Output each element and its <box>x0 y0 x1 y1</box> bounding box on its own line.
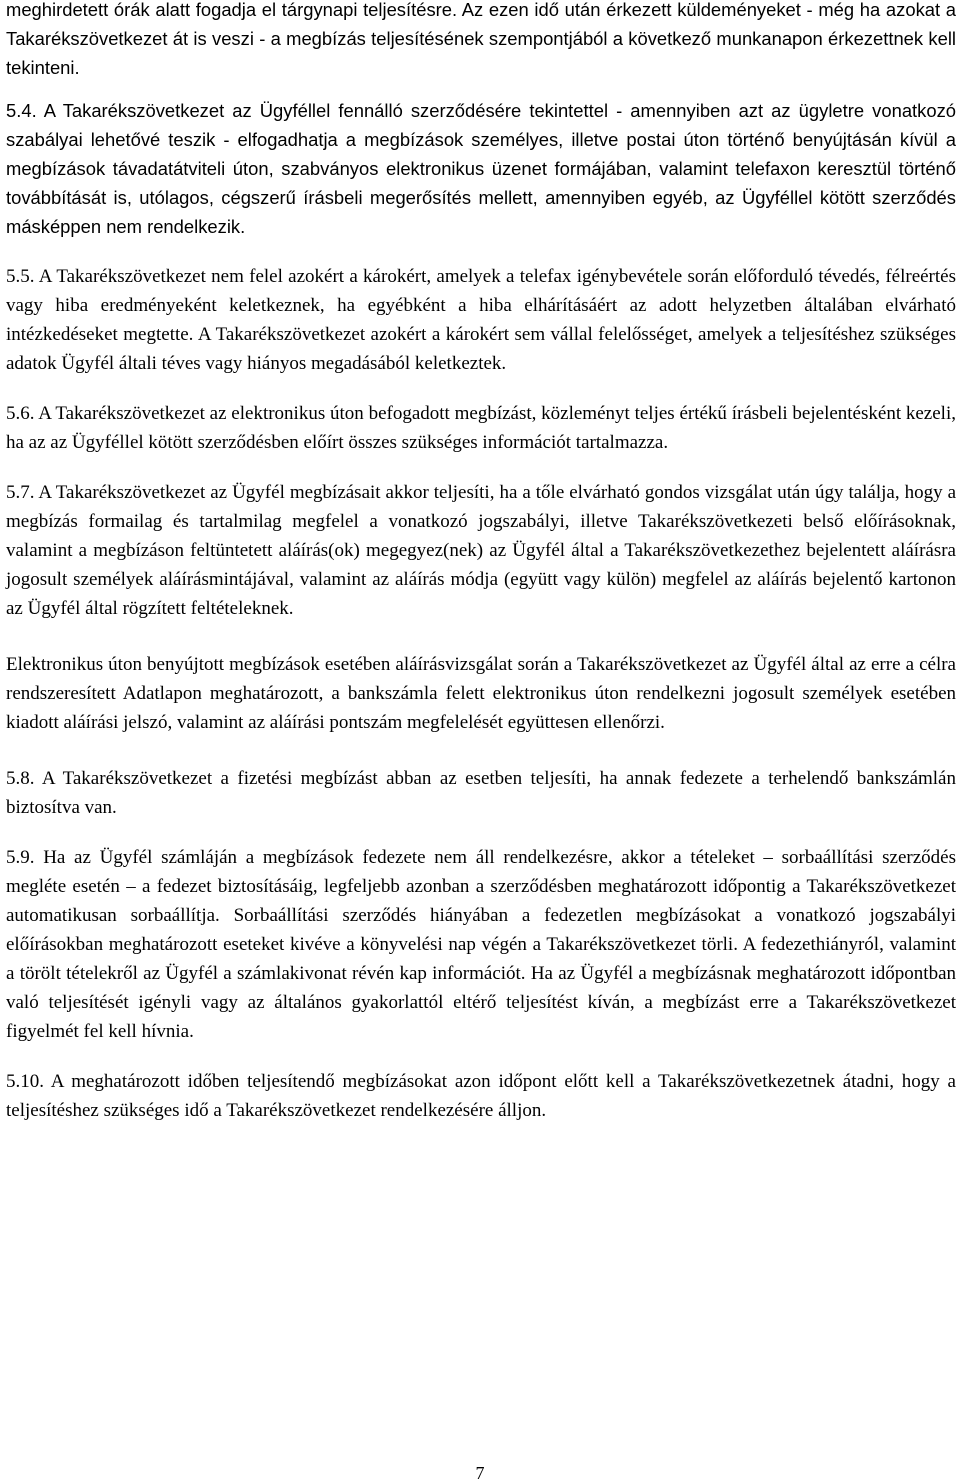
paragraph-5-10: 5.10. A meghatározott időben teljesítendő megbízásokat azon időpont előtt kell a Takarékszövetkezetnek átadni, hogy a teljesítéshez szükséges idő a Takarékszövetkezet rendelkezésére álljon. <box>6 1071 956 1121</box>
paragraph-5-5: 5.5. A Takarékszövetkezet nem felel azokért a károkért, amelyek a telefax igénybevétele során előforduló tévedés, félreértés vagy hiba eredményeként keletkeznek, ha egyébként a hiba elhárításáért az adott helyzetben általában elvárható intézkedéseket megtette. A Takarékszövetkezet azokért a károkért sem vállal felelősséget, amelyek a teljesítéshez szükséges adatok Ügyfél általi téves vagy hiányos megadásából keletkeztek. <box>6 266 956 374</box>
paragraph-5-9: 5.9. Ha az Ügyfél számláján a megbízások fedezete nem áll rendelkezésre, akkor a tételeket – sorbaállítási szerződés megléte esetén – a fedezet biztosításáig, legfeljebb azonban a szerződésben meghatározott időpontig a Takarékszövetkezet automatikusan sorbaállítja. Sorbaállítási szerződés hiányában a fedezetlen megbízásokat a vonatkozó jogszabályi előírásokban meghatározott eseteket kivéve a könyvelési nap végén a Takarékszövetkezet törli. A fedezethiányról, valamint a törölt tételekről az Ügyfél a számlakivonat révén kap információt. Ha az Ügyfél a megbízásnak meghatározott időpontban való teljesítését igényli vagy az általános gyakorlattól eltérő teljesítést kíván, a megbízást erre a Takarékszövetkezet figyelmét fel kell hívnia. <box>6 847 956 1042</box>
paragraph-electronic-signature: Elektronikus úton benyújtott megbízások esetében aláírásvizsgálat során a Takarékszövetkezet az Ügyfél által az erre a célra rendszeresített Adatlapon meghatározott, a bankszámla felett elektronikus úton rendelkezni jogosult személyek esetében kiadott aláírási jelszó, valamint az aláírási pontszám megfelelését együttesen ellenőrzi. <box>6 654 956 733</box>
paragraph-5-4: 5.4. A Takarékszövetkezet az Ügyféllel fennálló szerződésére tekintettel - amennyiben azt az ügyletre vonatkozó szabályai lehetővé teszik - elfogadhatja a megbízások személyes, illetve postai úton történő benyújtásán kívül a megbízások távadatátviteli úton, szabványos elektronikus üzenet formájában, valamint telefaxon keresztül történő továbbítását is, utólagos, cégszerű írásbeli megerősítés mellett, amennyiben egyéb, az Ügyféllel kötött szerződés másképpen nem rendelkezik. <box>6 100 956 237</box>
document-page <box>6 0 956 1125</box>
paragraph-5-6: 5.6. A Takarékszövetkezet az elektronikus úton befogadott megbízást, közleményt teljes értékű írásbeli bejelentésként kezeli, ha az az Ügyféllel kötött szerződésben előírt összes szükséges információt tartalmazza. <box>6 403 956 453</box>
paragraph-5-7: 5.7. A Takarékszövetkezet az Ügyfél megbízásait akkor teljesíti, ha a tőle elvárható gondos vizsgálat után úgy találja, hogy a megbízás formailag és tartalmilag megfelel a vonatkozó jogszabályi, illetve Takarékszövetkezeti belső előírásoknak, valamint a megbízáson feltüntetett aláírás(ok) megegyez(nek) az Ügyfél által a Takarékszövetkezethez bejelentett aláírásra jogosult személyek aláírásmintájával, valamint az aláírás módja (együtt vagy külön) megfelel az aláírás bejelentő kartonon az Ügyfél által rögzített feltételeknek. <box>6 482 956 619</box>
page-number: 7 <box>475 1463 485 1483</box>
paragraph-5-8: 5.8. A Takarékszövetkezet a fizetési megbízást abban az esetben teljesíti, ha annak fedezete a terhelendő bankszámlán biztosítva van. <box>6 768 956 818</box>
paragraph-intro-continued: meghirdetett órák alatt fogadja el tárgynapi teljesítésre. Az ezen idő után érkezett küldeményeket - még ha azokat a Takarékszövetkezet át is veszi - a megbízás teljesítésének szempontjából a következő munkanapon érkezettnek kell tekinteni. <box>6 0 956 78</box>
